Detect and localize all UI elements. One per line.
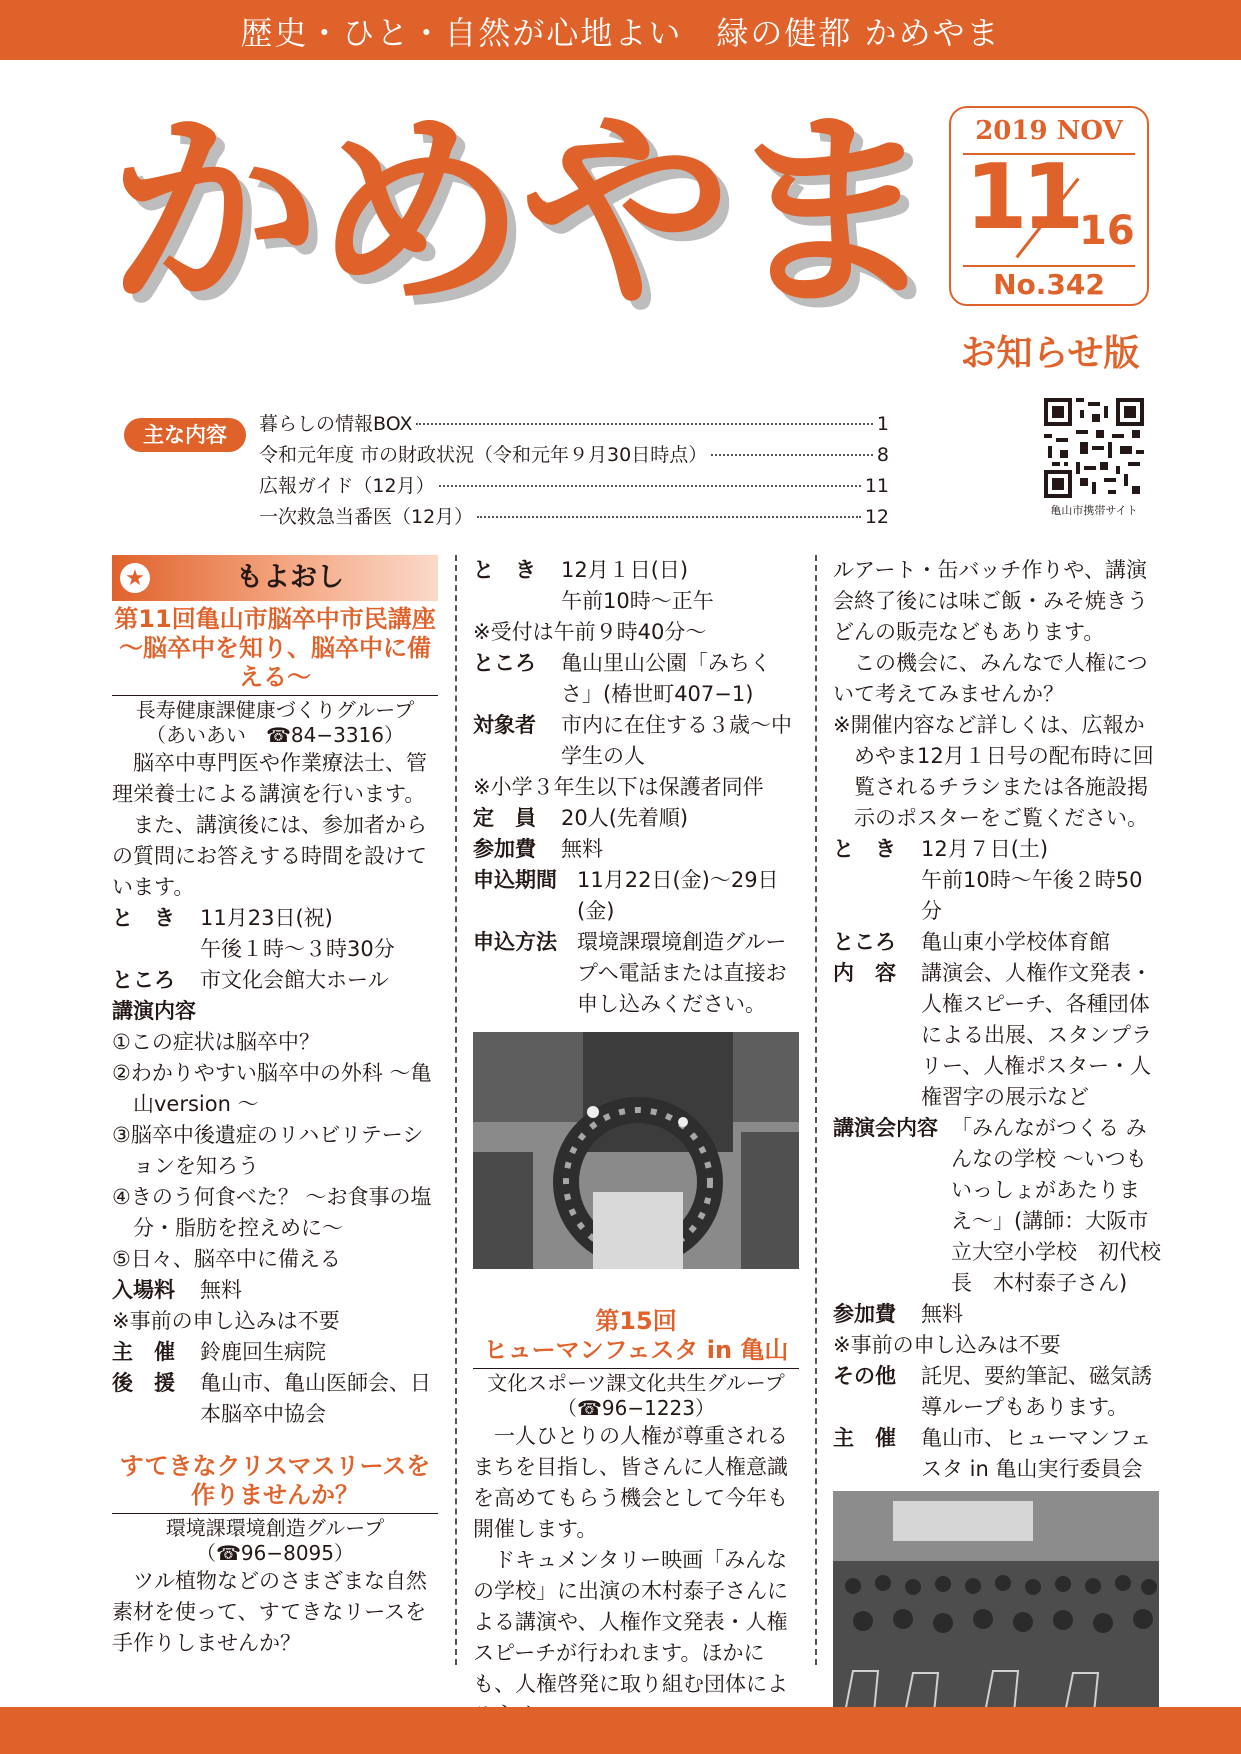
info-support xyxy=(112,1368,438,1430)
article-paragraph: また、講演後には、参加者からの質問にお答えする時間を設けています。 xyxy=(112,813,427,899)
toc-leader xyxy=(711,454,873,456)
issue-box xyxy=(949,106,1149,306)
info-label: 入場料 xyxy=(112,1278,175,1302)
info-when xyxy=(833,834,1163,927)
article-title: 作りませんか？ xyxy=(191,1481,359,1509)
list-item: ③脳卒中後遺症のリハビリテーションを知ろう xyxy=(112,1123,424,1178)
info-capacity xyxy=(473,803,799,834)
qr-caption: 亀山市携帯サイト xyxy=(1050,504,1138,517)
info-value: 無料 xyxy=(561,837,603,861)
toc-item[interactable] xyxy=(259,409,889,440)
contact-dept: 長寿健康課健康づくりグループ xyxy=(135,698,415,722)
column-divider xyxy=(455,555,457,1665)
info-note: ※受付は午前９時40分〜 xyxy=(473,620,707,644)
issue-number: No.342 xyxy=(993,268,1105,301)
info-label: 対象者 xyxy=(473,713,536,737)
info-fee xyxy=(112,1275,438,1306)
issue-month: 11 xyxy=(965,145,1079,250)
toc-item-title: 暮らしの情報BOX xyxy=(259,413,413,435)
info-value: 亀山里山公園「みちくさ」(椿世町407−1) xyxy=(561,651,771,706)
list-item: ②わかりやすい脳卒中の外科 〜亀山version 〜 xyxy=(112,1061,432,1116)
info-value: 環境課環境創造グループへ電話または直接お申し込みください。 xyxy=(577,930,787,1016)
info-label: 参加費 xyxy=(473,837,536,861)
info-value: 「みんながつくる みんなの学校 〜いつもいっしょがあたりまえ〜」(講師：大阪市立大空小学校 初代校長 木村泰子さん) xyxy=(951,1116,1161,1295)
contact-tel: （☎96−8095） xyxy=(195,1541,355,1565)
info-lecture xyxy=(833,1113,1163,1299)
info-note: ※開催内容など詳しくは、広報かめやま12月１日号の配布時に回覧されるチラシまたは各施設掲示のポスターをご覧ください。 xyxy=(833,713,1154,830)
title-rule xyxy=(473,1368,799,1369)
info-label: その他 xyxy=(833,1364,896,1388)
column-1 xyxy=(112,555,438,1659)
article-paragraph: 一人ひとりの人権が尊重されるまちを目指し、皆さんに人権意識を高めてもらう機会として今年も開催します。 xyxy=(473,1424,788,1541)
info-label: 後 援 xyxy=(112,1371,175,1395)
info-value: 託児、要約筆記、磁気誘導ループもあります。 xyxy=(921,1364,1152,1419)
info-period xyxy=(473,865,799,927)
info-value: 無料 xyxy=(921,1302,963,1326)
info-value: 亀山市、ヒューマンフェスタ in 亀山実行委員会 xyxy=(921,1426,1151,1481)
info-when xyxy=(473,555,799,617)
info-label: 主 催 xyxy=(833,1426,896,1450)
info-label: ところ xyxy=(473,651,536,675)
info-fee xyxy=(833,1299,1163,1330)
star-icon: ★ xyxy=(120,563,150,593)
info-value: 12月１日(日) xyxy=(561,558,689,582)
info-label: 申込方法 xyxy=(473,930,557,954)
column-divider xyxy=(815,555,817,1665)
info-value: 鈴鹿回生病院 xyxy=(200,1340,326,1364)
toc-item-page: 11 xyxy=(864,475,889,497)
article-paragraph: ドキュメンタリー映画「みんなの学校」に出演の木村泰子さんによる講演や、人権作文発表・人権スピーチが行われます。ほかにも、人権啓発に取り組む団体によ xyxy=(473,1548,788,1696)
issue-divider xyxy=(963,265,1135,267)
article-paragraph: 脳卒中専門医や作業療法士、管理栄養士による講演を行います。 xyxy=(112,751,427,806)
info-host xyxy=(112,1337,438,1368)
info-value: 11月22日(金)〜29日(金) xyxy=(577,868,779,923)
info-value: 20人(先着順) xyxy=(561,806,689,830)
info-value: 亀山市、亀山医師会、日本脳卒中協会 xyxy=(200,1371,431,1426)
info-value: 講演会、人権作文発表・人権スピーチ、各種団体による出展、スタンプラリー、人権ポスター・人権習字の展示など xyxy=(921,961,1152,1109)
info-fee xyxy=(473,834,799,865)
info-label: と き xyxy=(833,837,896,861)
article-title: すてきなクリスマスリースを xyxy=(119,1452,431,1480)
article-paragraph: この機会に、みんなで人権について考えてみませんか？ xyxy=(833,651,1148,706)
info-value: 午後１時〜３時30分 xyxy=(200,937,395,961)
info-label: 申込期間 xyxy=(473,868,557,892)
title-rule xyxy=(112,695,438,696)
column-3 xyxy=(833,555,1163,1723)
toc-badge: 主な内容 xyxy=(124,418,246,452)
edition-label: お知らせ版 xyxy=(960,333,1140,374)
info-other xyxy=(833,1361,1163,1423)
info-value: 午前10時〜正午 xyxy=(561,589,714,613)
info-label: ところ xyxy=(833,930,896,954)
contact-dept: 文化スポーツ課文化共生グループ xyxy=(487,1371,785,1395)
toc-item-page: 8 xyxy=(876,444,889,466)
contact-dept: 環境課環境創造グループ xyxy=(165,1516,385,1540)
section-banner-title: もよおし xyxy=(236,562,344,593)
list-item: ⑤日々、脳卒中に備える xyxy=(112,1247,341,1271)
qr-code-icon[interactable] xyxy=(1044,398,1144,498)
list-item: ①この症状は脳卒中？ xyxy=(112,1030,320,1054)
article-paragraph: ルアート・缶バッチ作りや、講演会終了後には味ご飯・みそ焼きうどんの販売などもあります。 xyxy=(833,558,1148,644)
footer-band xyxy=(0,1707,1241,1754)
info-label: 定 員 xyxy=(473,806,536,830)
section-banner xyxy=(112,555,438,601)
info-value: 市文化会館大ホール xyxy=(200,968,389,992)
column-2 xyxy=(473,555,799,1731)
article-title: ヒューマンフェスタ in 亀山 xyxy=(483,1336,789,1364)
info-value: 無料 xyxy=(200,1278,242,1302)
toc-leader xyxy=(477,516,861,518)
info-where xyxy=(473,648,799,710)
article-subtitle: 〜脳卒中を知り、脳卒中に備える〜 xyxy=(119,634,431,691)
info-label: 内 容 xyxy=(833,961,896,985)
info-host xyxy=(833,1423,1163,1485)
info-label: 講演内容 xyxy=(112,999,196,1023)
info-note: ※事前の申し込みは不要 xyxy=(833,1333,1061,1357)
info-value: 亀山東小学校体育館 xyxy=(921,930,1110,954)
info-note: ※小学３年生以下は保護者同伴 xyxy=(473,775,764,799)
toc-item-title: 令和元年度 市の財政状況（令和元年９月30日時点） xyxy=(259,444,708,466)
event-hall-photo xyxy=(833,1491,1159,1723)
toc-item[interactable] xyxy=(259,502,889,533)
contact-tel: （あいあい ☎84−3316） xyxy=(145,723,405,747)
article-paragraph: ツル植物などのさまざまな自然素材を使って、すてきなリースを手作りしませんか？ xyxy=(112,1569,427,1655)
slogan: 歴史・ひと・自然が心地よい 緑の健都 かめやま xyxy=(240,14,1001,52)
info-note: ※事前の申し込みは不要 xyxy=(112,1309,340,1333)
spacer xyxy=(112,1430,438,1452)
toc-leader xyxy=(416,423,872,425)
info-content xyxy=(833,958,1163,1113)
title-rule xyxy=(112,1513,438,1514)
info-value: 市内に在住する３歳〜中学生の人 xyxy=(561,713,792,768)
info-method xyxy=(473,927,799,1020)
info-label: ところ xyxy=(112,968,175,992)
article-title: 第15回 xyxy=(595,1307,677,1335)
info-value: 午前10時〜午後２時50分 xyxy=(921,868,1143,923)
info-label: 主 催 xyxy=(112,1340,175,1364)
contact-tel: （☎96−1223） xyxy=(556,1396,716,1420)
wreath-photo xyxy=(473,1032,799,1269)
info-label: と き xyxy=(112,906,175,930)
info-where xyxy=(112,965,438,996)
toc-item-page: 12 xyxy=(864,506,889,528)
toc-leader xyxy=(439,485,861,487)
article-title: 第11回亀山市脳卒中市民講座 xyxy=(114,605,436,633)
list-item: ④きのう何食べた？ 〜お食事の塩分・脂肪を控えめに〜 xyxy=(112,1185,432,1240)
toc-item-title: 広報ガイド（12月） xyxy=(259,475,435,497)
info-label: 講演会内容 xyxy=(833,1116,938,1140)
info-target xyxy=(473,710,799,772)
issue-day: 16 xyxy=(1079,208,1135,254)
table-of-contents xyxy=(259,409,889,533)
info-label: と き xyxy=(473,558,536,582)
info-value: 12月７日(土) xyxy=(921,837,1049,861)
masthead-title: かめやま xyxy=(108,87,932,336)
issue-year-month: 2019 NOV xyxy=(975,116,1123,146)
info-where xyxy=(833,927,1163,958)
info-when xyxy=(112,903,438,965)
info-value: 11月23日(祝) xyxy=(200,906,333,930)
toc-item-page: 1 xyxy=(876,413,889,435)
toc-item[interactable] xyxy=(259,440,889,471)
toc-item-title: 一次救急当番医（12月） xyxy=(259,506,474,528)
toc-item[interactable] xyxy=(259,471,889,502)
info-label: 参加費 xyxy=(833,1302,896,1326)
